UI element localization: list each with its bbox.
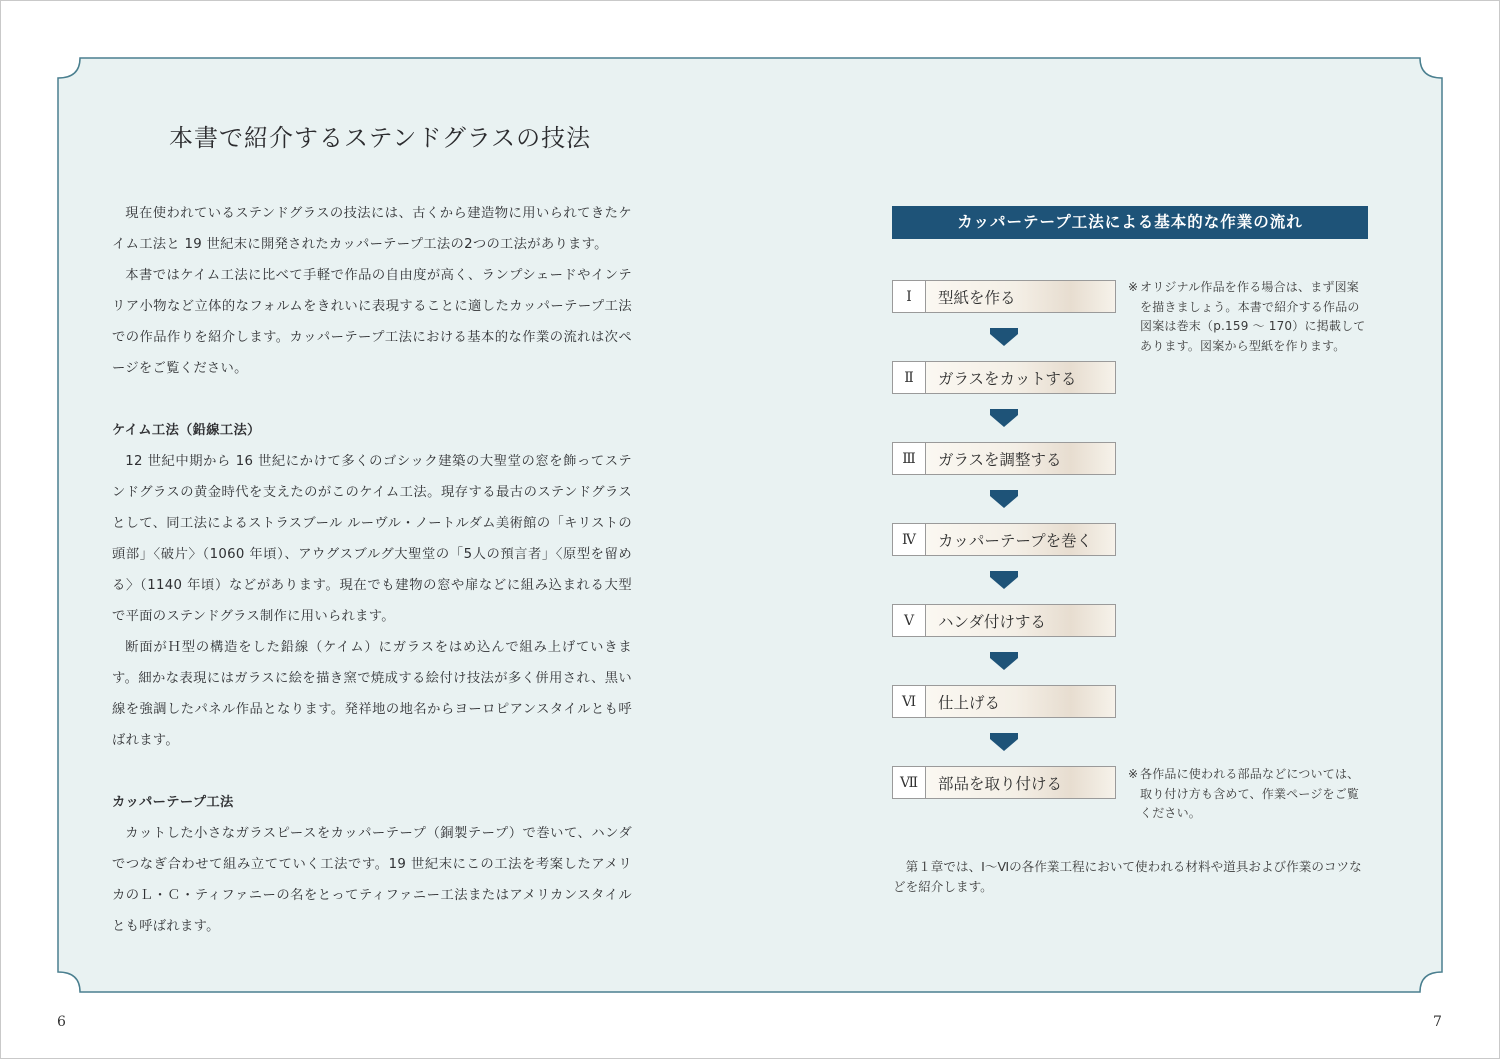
page-number-right: 7: [1433, 1014, 1442, 1030]
step-number: Ⅱ: [893, 362, 926, 393]
intro-paragraph-2: 本書ではケイム工法に比べて手軽で作品の自由度が高く、ランプシェードやインテリア小物など立体的なフォルムをきれいに表現することに適したカッパーテープ工法での作品作りを紹介します。カッパーテープ工法における基本的な作業の流れは次ページをご覧ください。: [112, 268, 632, 376]
step-label: ハンダ付けする: [938, 612, 1046, 631]
down-arrow-icon: [990, 328, 1018, 346]
came-paragraph-2: 断面がＨ型の構造をした鉛線（ケイム）にガラスをはめ込んで組み上げていきます。細かな表現にはガラスに絵を描き窯で焼成する絵付け技法が多く併用され、黒い線を強調したパネル作品となります。発祥地の地名からヨーロピアンスタイルとも呼ばれます。: [112, 640, 632, 748]
flow-step-5: [892, 604, 1116, 637]
page-number-left: 6: [57, 1014, 66, 1030]
down-arrow-icon: [990, 652, 1018, 670]
flow-step-4: [892, 523, 1116, 556]
step-number: Ⅲ: [893, 443, 926, 474]
flow-closing-text: 第１章では、Ⅰ～Ⅵの各作業工程において使われる材料や道具および作業のコツなどを紹介します。: [893, 859, 1362, 894]
step-label: ガラスをカットする: [938, 369, 1077, 388]
step-number: Ⅳ: [893, 524, 926, 555]
copper-section-heading: カッパーテープ工法: [112, 795, 234, 810]
down-arrow-icon: [990, 490, 1018, 508]
step-label: 部品を取り付ける: [938, 774, 1063, 793]
step-number: Ⅵ: [893, 686, 926, 717]
step-number: Ⅶ: [893, 767, 926, 798]
flow-banner: カッパーテープ工法による基本的な作業の流れ: [892, 206, 1368, 239]
flow-step-1: [892, 280, 1116, 313]
down-arrow-icon: [990, 571, 1018, 589]
note-mark: ※: [1128, 280, 1139, 294]
down-arrow-icon: [990, 733, 1018, 751]
step-number: Ⅴ: [893, 605, 926, 636]
note-mark: ※: [1128, 767, 1139, 781]
copper-section: [112, 787, 632, 942]
flow-note-parts: [1128, 765, 1370, 824]
step-label: 仕上げる: [938, 693, 1001, 712]
step-label: ガラスを調整する: [938, 450, 1062, 469]
down-arrow-icon: [990, 409, 1018, 427]
flow-step-3: [892, 442, 1116, 475]
came-paragraph-1: 12 世紀中期から 16 世紀にかけて多くのゴシック建築の大聖堂の窓を飾ってステンドグラスの黄金時代を支えたのがこのケイム工法。現存する最古のステンドグラスとして、同工法によるストラスブール ルーヴル・ノートルダム美術館の「キリストの頭部」〈破片〉（1060 年頃）、アウグスブルグ大聖堂の「5人の預言者」〈原型を留める〉（1140 年頃）などがあります。現在でも建物の窓や扉などに組み込まれる大型で平面のステンドグラス制作に用いられます。: [112, 454, 632, 624]
page-title: 本書で紹介するステンドグラスの技法: [169, 124, 592, 152]
flow-step-7: [892, 766, 1116, 799]
came-section: [112, 415, 632, 756]
flow-step-6: [892, 685, 1116, 718]
note-text: 各作品に使われる部品などについては、取り付け方も含めて、作業ページをご覧ください。: [1140, 767, 1360, 820]
intro-paragraph-1: 現在使われているステンドグラスの技法には、古くから建造物に用いられてきたケイム工法と 19 世紀末に開発されたカッパーテープ工法の2つの工法があります。: [112, 206, 632, 252]
copper-paragraph-1: カットした小さなガラスピースをカッパーテープ（銅製テープ）で巻いて、ハンダでつなぎ合わせて組み立てていく工法です。19 世紀末にこの工法を考案したアメリカのＬ・Ｃ・ティファニーの名をとってティファニー工法またはアメリカンスタイルとも呼ばれます。: [112, 826, 632, 934]
step-label: 型紙を作る: [938, 288, 1016, 307]
flow-step-2: [892, 361, 1116, 394]
body-text-column: [112, 198, 632, 942]
step-label: カッパーテープを巻く: [938, 531, 1093, 550]
step-number: Ⅰ: [893, 281, 926, 312]
came-section-heading: ケイム工法（鉛線工法）: [112, 423, 261, 438]
note-text: オリジナル作品を作る場合は、まず図案を描きましょう。本書で紹介する作品の図案は巻末（p.159 ～ 170）に掲載してあります。図案から型紙を作ります。: [1140, 280, 1366, 353]
flow-note-pattern: [1128, 278, 1370, 356]
